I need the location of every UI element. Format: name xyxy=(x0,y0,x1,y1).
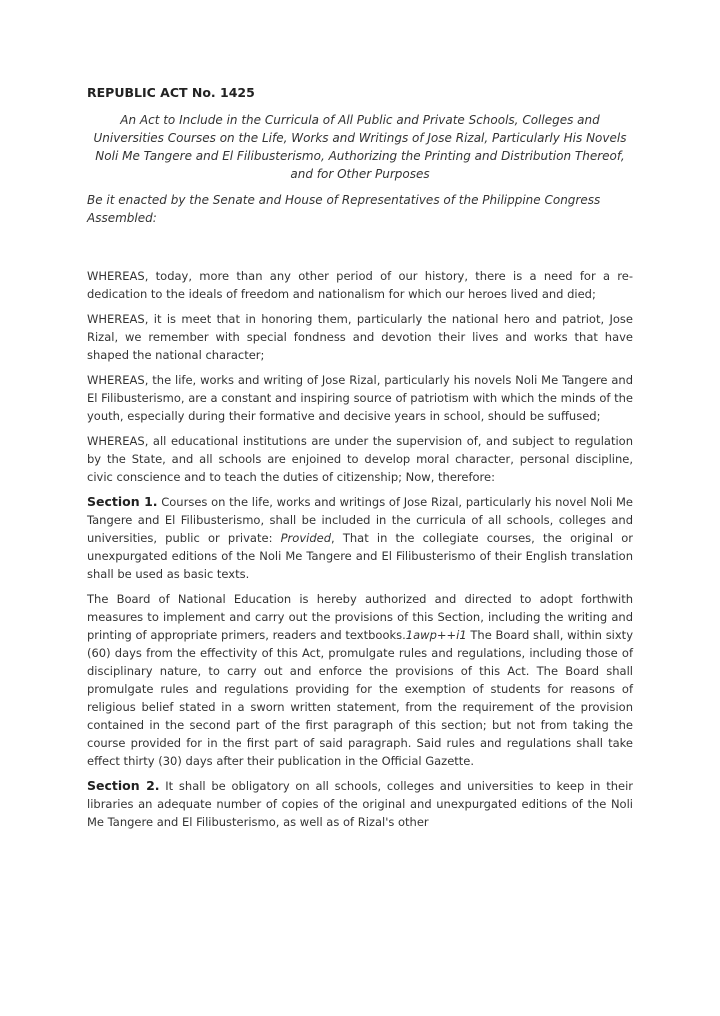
section-1-text-a: Courses on the life, works and writings of Jose Rizal, particularly his novel Noli Me Tangere and El Filibusterismo, shall be included in the curricula of all schools, colleges and universities, public or private: xyxy=(87,495,633,545)
section-2-paragraph xyxy=(87,777,633,831)
whereas-clause-2: WHEREAS, it is meet that in honoring them, particularly the national hero and patriot, Jose Rizal, we remember with special fondness and devotion their lives and works that have shaped the national character; xyxy=(87,312,633,362)
section-1-text-b: , That in the collegiate courses, the original or unexpurgated editions of the Noli Me Tangere and El Filibusterismo of their English translation shall be used as basic texts. xyxy=(87,531,633,581)
board-paragraph xyxy=(87,590,633,770)
section-2-label: Section 2. xyxy=(87,778,160,793)
board-marker: 1awp++i1 xyxy=(405,628,467,642)
section-1-provided: Provided xyxy=(280,531,331,545)
enacting-clause: Be it enacted by the Senate and House of Representatives of the Philippine Congress Assembled: xyxy=(87,193,601,225)
board-text-a: The Board of National Education is hereby authorized and directed to adopt forthwith measures to implement and carry out the provisions of this Section, including the writing and printing of appropriate primers, readers and textbooks. xyxy=(87,592,633,642)
whereas-clause-3: WHEREAS, the life, works and writing of Jose Rizal, particularly his novels Noli Me Tangere and El Filibusterismo, are a constant and inspiring source of patriotism with which the minds of the youth, especially during their formative and decisive years in school, should be suffused; xyxy=(87,373,633,423)
document-page xyxy=(87,84,633,838)
board-text-b: The Board shall, within sixty (60) days from the effectivity of this Act, promulgate rules and regulations, including those of disciplinary nature, to carry out and enforce the provisions of this Act. The Board shall promulgate rules and regulations providing for the exemption of students for reasons of religious belief stated in a sworn written statement, from the requirement of the provision contained in the second part of the first paragraph of this section; but not from taking the course provided for in the first part of said paragraph. Said rules and regulations shall take effect thirty (30) days after their publication in the Official Gazette. xyxy=(87,628,633,768)
whereas-clause-1: WHEREAS, today, more than any other period of our history, there is a need for a re-dedication to the ideals of freedom and nationalism for which our heroes lived and died; xyxy=(87,269,633,301)
document-subtitle: An Act to Include in the Curricula of All Public and Private Schools, Colleges and Universities Courses on the Life, Works and Writings of Jose Rizal, Particularly His Novels Noli Me Tangere and El Filibusterismo, Authorizing the Printing and Distribution Thereof, and for Other Purposes xyxy=(93,113,627,181)
whereas-clause-4: WHEREAS, all educational institutions are under the supervision of, and subject to regulation by the State, and all schools are enjoined to develop moral character, personal discipline, civic conscience and to teach the duties of citizenship; Now, therefore: xyxy=(87,434,633,484)
section-1-label: Section 1. xyxy=(87,494,158,509)
document-title: REPUBLIC ACT No. 1425 xyxy=(87,85,255,100)
section-1-paragraph xyxy=(87,493,633,583)
section-2-text: It shall be obligatory on all schools, colleges and universities to keep in their libraries an adequate number of copies of the original and unexpurgated editions of the Noli Me Tangere and El Filibusterismo, as well as of Rizal's other xyxy=(87,779,634,829)
